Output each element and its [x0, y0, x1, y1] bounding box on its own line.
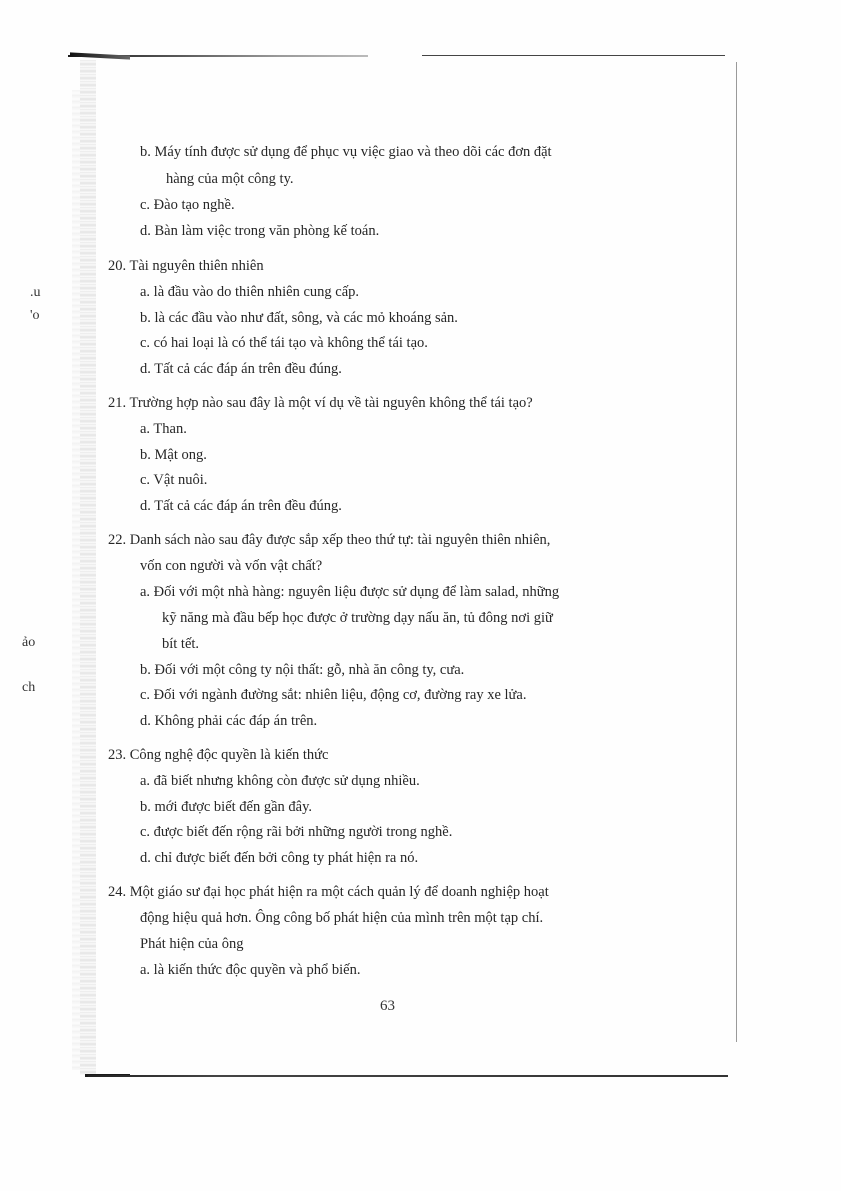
question-22-cont: vốn con người và vốn vật chất? — [140, 558, 323, 574]
option-19c: c. Đào tạo nghề. — [140, 197, 235, 213]
question-24: 24. Một giáo sư đại học phát hiện ra một cách quản lý để doanh nghiệp hoạt — [108, 884, 549, 900]
binding-shadow — [80, 60, 96, 1075]
option-19d: d. Bàn làm việc trong văn phòng kế toán. — [140, 223, 380, 239]
option-20d: d. Tất cả các đáp án trên đều đúng. — [140, 361, 342, 377]
page-number: 63 — [380, 998, 395, 1014]
question-24-cont: Phát hiện của ông — [140, 936, 244, 952]
option-23a: a. đã biết nhưng không còn được sử dụng nhiều. — [140, 773, 420, 789]
margin-bleed-text: 'o — [30, 308, 40, 323]
right-margin-line — [736, 62, 737, 1042]
binding-shadow-inner — [72, 90, 80, 1070]
option-21b: b. Mật ong. — [140, 447, 207, 463]
option-21c: c. Vật nuôi. — [140, 472, 208, 488]
bottom-rule — [88, 1075, 728, 1077]
question-23: 23. Công nghệ độc quyền là kiến thức — [108, 747, 329, 763]
option-23b: b. mới được biết đến gần đây. — [140, 799, 313, 815]
top-rule-right — [422, 55, 725, 56]
option-19b-cont: hàng của một công ty. — [166, 171, 294, 187]
question-21: 21. Trường hợp nào sau đây là một ví dụ về tài nguyên không thể tái tạo? — [108, 395, 533, 411]
option-22d: d. Không phải các đáp án trên. — [140, 713, 318, 729]
option-19b: b. Máy tính được sử dụng để phục vụ việc giao và theo dõi các đơn đặt — [140, 144, 552, 160]
option-22b: b. Đối với một công ty nội thất: gỗ, nhà ăn công ty, cưa. — [140, 662, 465, 678]
option-23d: d. chỉ được biết đến bởi công ty phát hiện ra nó. — [140, 850, 419, 866]
margin-bleed-text: ch — [22, 680, 36, 695]
option-21a: a. Than. — [140, 421, 187, 437]
option-22a-cont: bít tết. — [162, 636, 200, 652]
option-20b: b. là các đầu vào như đất, sông, và các mỏ khoáng sản. — [140, 310, 458, 326]
question-20: 20. Tài nguyên thiên nhiên — [108, 258, 264, 274]
option-20c: c. có hai loại là có thể tái tạo và không thể tái tạo. — [140, 335, 428, 351]
margin-bleed-text: ảo — [22, 635, 36, 650]
option-23c: c. được biết đến rộng rãi bởi những người trong nghề. — [140, 824, 453, 840]
option-20a: a. là đầu vào do thiên nhiên cung cấp. — [140, 284, 360, 300]
option-22c: c. Đối với ngành đường sắt: nhiên liệu, động cơ, đường ray xe lửa. — [140, 687, 527, 703]
option-21d: d. Tất cả các đáp án trên đều đúng. — [140, 498, 342, 514]
option-22a-cont: kỹ năng mà đầu bếp học được ở trường dạy nấu ăn, tủ đông nơi giữ — [162, 610, 553, 626]
top-rule-left-mark — [70, 52, 130, 59]
question-22: 22. Danh sách nào sau đây được sắp xếp theo thứ tự: tài nguyên thiên nhiên, — [108, 532, 551, 548]
option-24a: a. là kiến thức độc quyền và phổ biến. — [140, 962, 361, 978]
option-22a: a. Đối với một nhà hàng: nguyên liệu được sử dụng để làm salad, những — [140, 584, 560, 600]
margin-bleed-text: .u — [30, 285, 41, 300]
question-24-cont: động hiệu quả hơn. Ông công bố phát hiện của mình trên một tạp chí. — [140, 910, 544, 926]
